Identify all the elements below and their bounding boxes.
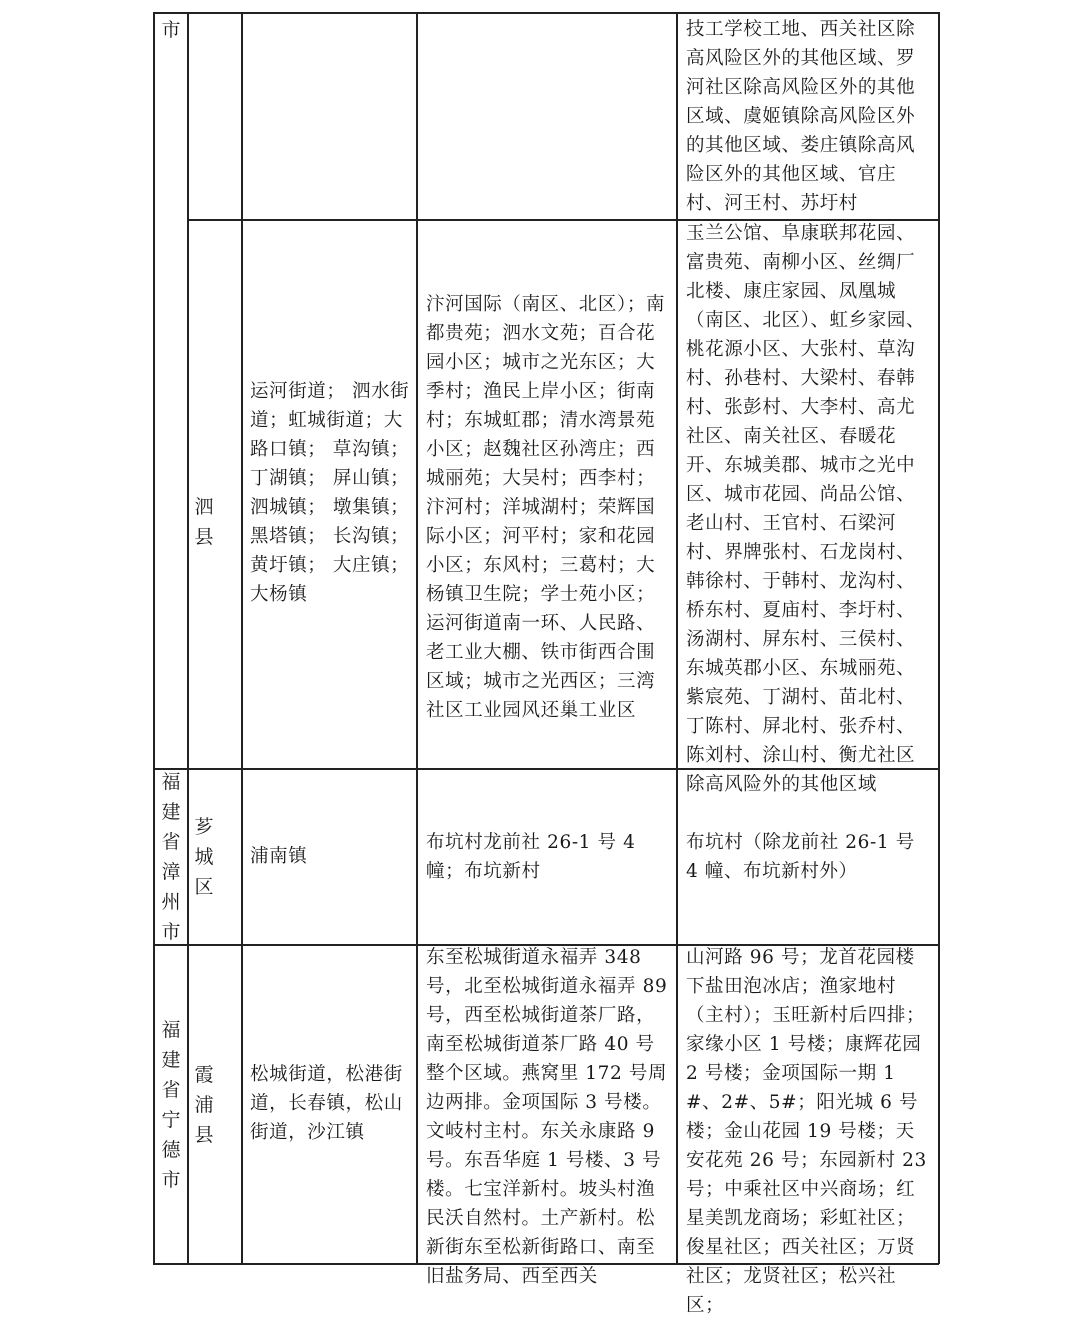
col-divider-2 [241, 12, 243, 1264]
province-cell: 福建省宁德市 [161, 1019, 181, 1191]
medium-risk-cell: 汴河国际（南区、北区）；南都贵苑；泗水文苑；百合花园小区；城市之光东区；大季村；渔民上岸小区；街南村；东城虹郡；清水湾景苑小区；赵魏社区孙湾庄；西城丽苑；大吴村；西李村；汴河村；洋城湖村；荣辉国际小区；河平村；家和花园小区；东风村；三葛村；大杨镇卫生院；学士苑小区；运河街道南一环、人民路、老工业大棚、铁市街西合围区域；城市之光西区；三湾社区工业园风还巢工业区 [426, 294, 666, 721]
low-risk-cell: 玉兰公馆、阜康联邦花园、富贵苑、南柳小区、丝绸厂北楼、康庄家园、凤凰城（南区、北区）、虹乡家园、桃花源小区、大张村、草沟村、孙巷村、大梁村、春韩村、张彭村、大李村、高尤社区、南关社区、春暖花开、东城美郡、城市之光中区、城市花园、尚品公馆、老山村、王官村、石梁河村、界牌张村、石龙岗村、韩徐村、于韩村、龙沟村、桥东村、夏庙村、李圩村、汤湖村、屏东村、三侯村、东城英郡小区、东城丽苑、紫宸苑、丁湖村、苗北村、丁陈村、屏北村、张乔村、陈刘村、涂山村、衡尤社区除高风险外的其他区域 [686, 223, 926, 795]
col-divider-1 [187, 12, 189, 1264]
low-risk-cell: 山河路 96 号；龙首花园楼下盐田泡冰店；渔家地村（主村）；玉旺新村后四排；家缘小区 1 号楼；康辉花园 2 号楼；金项国际一期 1#、2#、5#；阳光城 6 号楼；金山花园 19 号楼；天安花苑 26 号；东园新村 23 号；中乘社区中兴商场；红星美凯龙商场；彩虹社区；俊星社区；西关社区；万贤社区；龙贤社区；松兴社区； [686, 947, 927, 1316]
towns-cell: 运河街道； 泗水街道；虹城街道；大路口镇； 草沟镇；丁湖镇； 屏山镇；泗城镇； 墩集镇；黑塔镇； 长沟镇；黄圩镇； 大庄镇；大杨镇 [250, 381, 410, 605]
medium-risk-cell: 东至松城街道永福弄 348 号，北至松城街道永福弄 89 号，西至松城街道茶厂路，南至松城街道茶厂路 40 号整个区域。燕窝里 172 号周边两排。金项国际 3 号楼。文岐村主村。东关永康路 9 号。东吾华庭 1 号楼、3 号楼。七宝洋新村。坡头村渔民沃自然村。土产新村。松新街东至松新街路口、南至旧盐务局、西至西关 [426, 947, 668, 1287]
table-border-left [153, 12, 155, 1264]
table-border-right [938, 12, 940, 1264]
medium-risk-cell: 布坑村龙前社 26-1 号 4 幢；布坑新村 [426, 832, 636, 882]
county-cell: 芗城区 [194, 816, 214, 898]
col-divider-4 [676, 12, 678, 1264]
col-divider-3 [416, 12, 418, 1264]
province-cell: 市 [161, 19, 181, 41]
county-cell: 泗县 [194, 496, 214, 548]
low-risk-cell: 布坑村（除龙前社 26-1 号 4 幢、布坑新村外） [686, 832, 915, 882]
towns-cell: 浦南镇 [250, 846, 308, 867]
province-cell: 福建省漳州市 [161, 771, 181, 943]
towns-cell: 松城街道，松港街道，长春镇，松山街道，沙江镇 [250, 1064, 403, 1143]
table-border-top [153, 12, 939, 14]
low-risk-cell: 技工学校工地、西关社区除高风险区外的其他区域、罗河社区除高风险区外的其他区域、虞姬镇除高风险区外的其他区域、娄庄镇除高风险区外的其他区域、官庄村、河王村、苏圩村 [686, 19, 916, 214]
county-cell: 霞浦县 [194, 1064, 214, 1146]
